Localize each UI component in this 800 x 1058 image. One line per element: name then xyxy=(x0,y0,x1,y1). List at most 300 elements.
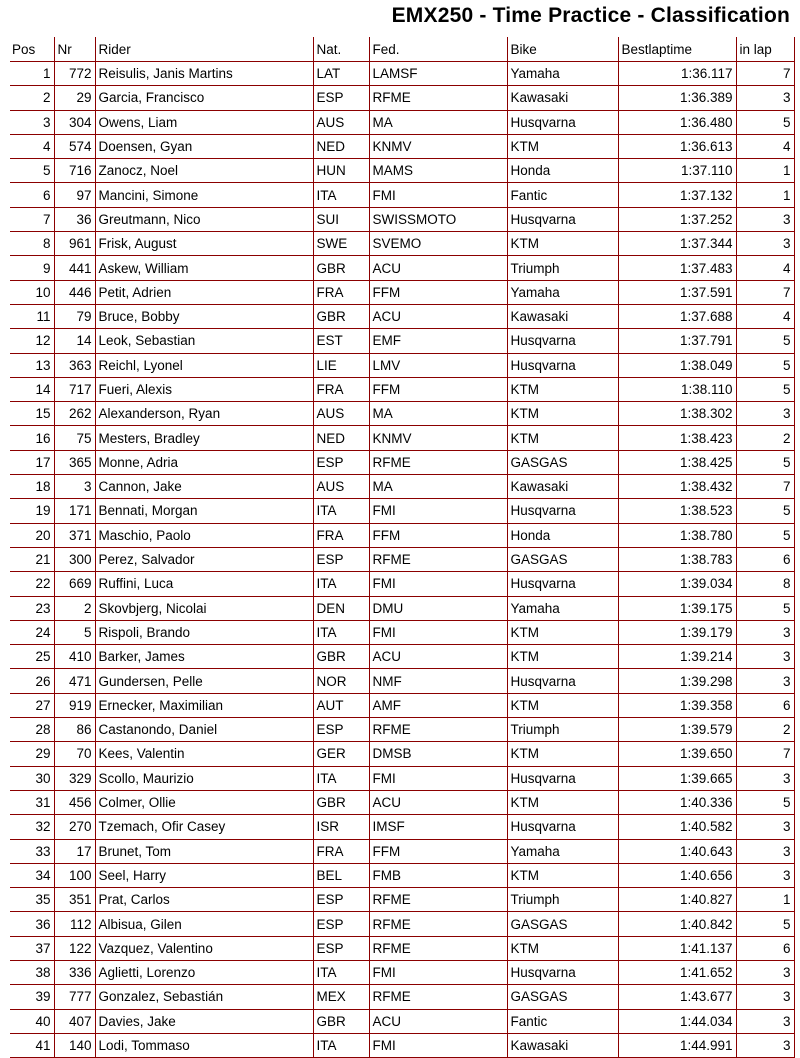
cell-rider: Monne, Adria xyxy=(95,450,313,474)
table-row xyxy=(10,815,794,839)
cell-in-lap: 7 xyxy=(736,475,794,499)
cell-rider: Aglietti, Lorenzo xyxy=(95,960,313,984)
table-row xyxy=(10,232,794,256)
cell-bestlaptime: 1:36.117 xyxy=(618,62,736,86)
cell-fed: RFME xyxy=(369,912,507,936)
cell-pos: 21 xyxy=(10,547,54,571)
table-row xyxy=(10,912,794,936)
cell-nat: GBR xyxy=(313,304,369,328)
cell-rider: Maschio, Paolo xyxy=(95,523,313,547)
cell-in-lap: 3 xyxy=(736,645,794,669)
cell-in-lap: 5 xyxy=(736,329,794,353)
cell-nat: NOR xyxy=(313,669,369,693)
cell-pos: 14 xyxy=(10,377,54,401)
cell-bike: Yamaha xyxy=(507,839,618,863)
cell-pos: 24 xyxy=(10,620,54,644)
cell-rider: Ruffini, Luca xyxy=(95,572,313,596)
cell-pos: 11 xyxy=(10,304,54,328)
cell-nat: AUS xyxy=(313,110,369,134)
cell-nr: 304 xyxy=(54,110,95,134)
cell-in-lap: 4 xyxy=(736,256,794,280)
cell-in-lap: 7 xyxy=(736,742,794,766)
cell-fed: FMI xyxy=(369,620,507,644)
cell-pos: 3 xyxy=(10,110,54,134)
table-row xyxy=(10,523,794,547)
cell-pos: 32 xyxy=(10,815,54,839)
cell-pos: 26 xyxy=(10,669,54,693)
cell-rider: Kees, Valentin xyxy=(95,742,313,766)
cell-rider: Colmer, Ollie xyxy=(95,790,313,814)
cell-bike: Yamaha xyxy=(507,280,618,304)
cell-bike: KTM xyxy=(507,645,618,669)
cell-bike: Kawasaki xyxy=(507,304,618,328)
table-row xyxy=(10,960,794,984)
cell-rider: Gundersen, Pelle xyxy=(95,669,313,693)
cell-bestlaptime: 1:44.991 xyxy=(618,1033,736,1057)
cell-rider: Ernecker, Maximilian xyxy=(95,693,313,717)
cell-nat: ITA xyxy=(313,183,369,207)
cell-bestlaptime: 1:38.302 xyxy=(618,402,736,426)
cell-in-lap: 2 xyxy=(736,426,794,450)
cell-rider: Bennati, Morgan xyxy=(95,499,313,523)
cell-bestlaptime: 1:40.827 xyxy=(618,888,736,912)
cell-nr: 171 xyxy=(54,499,95,523)
cell-bestlaptime: 1:40.643 xyxy=(618,839,736,863)
cell-pos: 13 xyxy=(10,353,54,377)
cell-bestlaptime: 1:37.344 xyxy=(618,232,736,256)
cell-rider: Owens, Liam xyxy=(95,110,313,134)
cell-nr: 5 xyxy=(54,620,95,644)
cell-nat: ESP xyxy=(313,718,369,742)
cell-nr: 363 xyxy=(54,353,95,377)
cell-in-lap: 3 xyxy=(736,839,794,863)
cell-nr: 410 xyxy=(54,645,95,669)
table-row xyxy=(10,620,794,644)
cell-pos: 38 xyxy=(10,960,54,984)
cell-fed: KNMV xyxy=(369,134,507,158)
table-row xyxy=(10,450,794,474)
cell-fed: RFME xyxy=(369,985,507,1009)
cell-pos: 33 xyxy=(10,839,54,863)
cell-pos: 40 xyxy=(10,1009,54,1033)
cell-rider: Prat, Carlos xyxy=(95,888,313,912)
cell-nat: LIE xyxy=(313,353,369,377)
cell-fed: RFME xyxy=(369,86,507,110)
cell-pos: 41 xyxy=(10,1033,54,1057)
cell-fed: RFME xyxy=(369,547,507,571)
cell-fed: FFM xyxy=(369,523,507,547)
cell-bike: KTM xyxy=(507,863,618,887)
cell-pos: 34 xyxy=(10,863,54,887)
cell-nat: GBR xyxy=(313,256,369,280)
cell-fed: DMU xyxy=(369,596,507,620)
table-row xyxy=(10,134,794,158)
table-row xyxy=(10,62,794,86)
cell-fed: FMI xyxy=(369,572,507,596)
cell-nat: FRA xyxy=(313,523,369,547)
cell-pos: 22 xyxy=(10,572,54,596)
cell-nr: 100 xyxy=(54,863,95,887)
column-header-bestlaptime: Bestlaptime xyxy=(618,37,736,62)
cell-nat: AUT xyxy=(313,693,369,717)
table-row xyxy=(10,863,794,887)
cell-pos: 27 xyxy=(10,693,54,717)
cell-fed: IMSF xyxy=(369,815,507,839)
cell-pos: 9 xyxy=(10,256,54,280)
cell-nr: 2 xyxy=(54,596,95,620)
cell-pos: 29 xyxy=(10,742,54,766)
cell-nat: HUN xyxy=(313,159,369,183)
cell-bike: Triumph xyxy=(507,888,618,912)
cell-bestlaptime: 1:36.613 xyxy=(618,134,736,158)
table-row xyxy=(10,936,794,960)
cell-bike: Kawasaki xyxy=(507,1033,618,1057)
cell-bike: KTM xyxy=(507,693,618,717)
cell-in-lap: 5 xyxy=(736,596,794,620)
cell-bike: Husqvarna xyxy=(507,572,618,596)
table-row xyxy=(10,547,794,571)
cell-bike: KTM xyxy=(507,790,618,814)
column-header-fed: Fed. xyxy=(369,37,507,62)
cell-in-lap: 5 xyxy=(736,523,794,547)
table-row xyxy=(10,159,794,183)
cell-nat: GBR xyxy=(313,1009,369,1033)
table-row xyxy=(10,304,794,328)
cell-in-lap: 3 xyxy=(736,815,794,839)
cell-bike: KTM xyxy=(507,426,618,450)
cell-in-lap: 3 xyxy=(736,1033,794,1057)
column-header-rider: Rider xyxy=(95,37,313,62)
table-row xyxy=(10,475,794,499)
cell-in-lap: 1 xyxy=(736,159,794,183)
cell-bike: Yamaha xyxy=(507,596,618,620)
cell-in-lap: 3 xyxy=(736,985,794,1009)
cell-pos: 19 xyxy=(10,499,54,523)
cell-rider: Perez, Salvador xyxy=(95,547,313,571)
table-row xyxy=(10,669,794,693)
table-row xyxy=(10,596,794,620)
cell-bike: Fantic xyxy=(507,1009,618,1033)
column-header-pos: Pos xyxy=(10,37,54,62)
cell-pos: 6 xyxy=(10,183,54,207)
table-row xyxy=(10,742,794,766)
table-row xyxy=(10,207,794,231)
cell-in-lap: 3 xyxy=(736,620,794,644)
cell-in-lap: 3 xyxy=(736,960,794,984)
cell-bestlaptime: 1:39.214 xyxy=(618,645,736,669)
cell-bestlaptime: 1:37.110 xyxy=(618,159,736,183)
cell-bike: Husqvarna xyxy=(507,110,618,134)
cell-bestlaptime: 1:38.049 xyxy=(618,353,736,377)
cell-bestlaptime: 1:38.432 xyxy=(618,475,736,499)
cell-pos: 23 xyxy=(10,596,54,620)
cell-pos: 10 xyxy=(10,280,54,304)
cell-nat: DEN xyxy=(313,596,369,620)
cell-fed: KNMV xyxy=(369,426,507,450)
cell-fed: FFM xyxy=(369,839,507,863)
cell-nr: 961 xyxy=(54,232,95,256)
cell-bestlaptime: 1:37.132 xyxy=(618,183,736,207)
cell-bike: Honda xyxy=(507,159,618,183)
cell-nr: 262 xyxy=(54,402,95,426)
cell-rider: Skovbjerg, Nicolai xyxy=(95,596,313,620)
cell-bestlaptime: 1:36.480 xyxy=(618,110,736,134)
cell-in-lap: 4 xyxy=(736,304,794,328)
cell-pos: 1 xyxy=(10,62,54,86)
cell-nr: 446 xyxy=(54,280,95,304)
cell-nat: ISR xyxy=(313,815,369,839)
cell-pos: 5 xyxy=(10,159,54,183)
cell-fed: FMI xyxy=(369,183,507,207)
table-row xyxy=(10,402,794,426)
cell-bestlaptime: 1:36.389 xyxy=(618,86,736,110)
cell-rider: Reichl, Lyonel xyxy=(95,353,313,377)
cell-nr: 140 xyxy=(54,1033,95,1057)
cell-nat: FRA xyxy=(313,839,369,863)
cell-nat: ITA xyxy=(313,766,369,790)
cell-bike: Husqvarna xyxy=(507,353,618,377)
cell-fed: SWISSMOTO xyxy=(369,207,507,231)
cell-nr: 716 xyxy=(54,159,95,183)
cell-nat: GBR xyxy=(313,790,369,814)
cell-bestlaptime: 1:41.652 xyxy=(618,960,736,984)
cell-in-lap: 3 xyxy=(736,863,794,887)
cell-pos: 15 xyxy=(10,402,54,426)
cell-pos: 28 xyxy=(10,718,54,742)
table-row xyxy=(10,693,794,717)
cell-fed: ACU xyxy=(369,304,507,328)
cell-bestlaptime: 1:39.179 xyxy=(618,620,736,644)
cell-in-lap: 5 xyxy=(736,110,794,134)
cell-in-lap: 3 xyxy=(736,207,794,231)
cell-nat: NED xyxy=(313,426,369,450)
cell-in-lap: 3 xyxy=(736,669,794,693)
cell-in-lap: 5 xyxy=(736,790,794,814)
cell-fed: MA xyxy=(369,475,507,499)
cell-nat: ITA xyxy=(313,620,369,644)
cell-nr: 300 xyxy=(54,547,95,571)
cell-bestlaptime: 1:39.665 xyxy=(618,766,736,790)
cell-nr: 777 xyxy=(54,985,95,1009)
table-row xyxy=(10,280,794,304)
cell-rider: Zanocz, Noel xyxy=(95,159,313,183)
cell-rider: Scollo, Maurizio xyxy=(95,766,313,790)
table-row xyxy=(10,329,794,353)
table-header-row xyxy=(10,37,794,62)
cell-in-lap: 5 xyxy=(736,377,794,401)
cell-bestlaptime: 1:37.252 xyxy=(618,207,736,231)
table-row xyxy=(10,499,794,523)
cell-nr: 365 xyxy=(54,450,95,474)
cell-pos: 7 xyxy=(10,207,54,231)
cell-pos: 20 xyxy=(10,523,54,547)
cell-nat: ITA xyxy=(313,572,369,596)
cell-nat: SWE xyxy=(313,232,369,256)
cell-nr: 919 xyxy=(54,693,95,717)
cell-nat: ESP xyxy=(313,912,369,936)
cell-nr: 36 xyxy=(54,207,95,231)
cell-bike: KTM xyxy=(507,134,618,158)
cell-bike: Kawasaki xyxy=(507,475,618,499)
table-row xyxy=(10,256,794,280)
cell-in-lap: 2 xyxy=(736,718,794,742)
cell-in-lap: 3 xyxy=(736,232,794,256)
cell-bike: KTM xyxy=(507,936,618,960)
cell-nat: SUI xyxy=(313,207,369,231)
cell-nr: 351 xyxy=(54,888,95,912)
cell-nat: ESP xyxy=(313,888,369,912)
cell-bike: Yamaha xyxy=(507,62,618,86)
cell-nr: 3 xyxy=(54,475,95,499)
cell-bestlaptime: 1:39.358 xyxy=(618,693,736,717)
cell-nr: 407 xyxy=(54,1009,95,1033)
table-row xyxy=(10,110,794,134)
cell-pos: 16 xyxy=(10,426,54,450)
cell-rider: Mesters, Bradley xyxy=(95,426,313,450)
cell-rider: Garcia, Francisco xyxy=(95,86,313,110)
cell-pos: 31 xyxy=(10,790,54,814)
table-row xyxy=(10,766,794,790)
cell-fed: ACU xyxy=(369,790,507,814)
cell-bike: KTM xyxy=(507,742,618,766)
cell-rider: Reisulis, Janis Martins xyxy=(95,62,313,86)
cell-rider: Leok, Sebastian xyxy=(95,329,313,353)
cell-rider: Askew, William xyxy=(95,256,313,280)
cell-pos: 4 xyxy=(10,134,54,158)
page-title: EMX250 - Time Practice - Classification xyxy=(391,4,790,27)
cell-bike: Honda xyxy=(507,523,618,547)
cell-nr: 17 xyxy=(54,839,95,863)
cell-in-lap: 5 xyxy=(736,912,794,936)
cell-rider: Brunet, Tom xyxy=(95,839,313,863)
cell-fed: ACU xyxy=(369,1009,507,1033)
cell-fed: ACU xyxy=(369,256,507,280)
table-row xyxy=(10,572,794,596)
cell-in-lap: 5 xyxy=(736,450,794,474)
table-row xyxy=(10,888,794,912)
cell-pos: 36 xyxy=(10,912,54,936)
cell-pos: 8 xyxy=(10,232,54,256)
cell-nr: 122 xyxy=(54,936,95,960)
cell-in-lap: 3 xyxy=(736,402,794,426)
cell-bestlaptime: 1:39.034 xyxy=(618,572,736,596)
cell-bike: Triumph xyxy=(507,256,618,280)
cell-pos: 35 xyxy=(10,888,54,912)
cell-bestlaptime: 1:40.842 xyxy=(618,912,736,936)
cell-nat: AUS xyxy=(313,475,369,499)
cell-pos: 18 xyxy=(10,475,54,499)
cell-rider: Davies, Jake xyxy=(95,1009,313,1033)
cell-in-lap: 5 xyxy=(736,499,794,523)
cell-fed: AMF xyxy=(369,693,507,717)
cell-nat: GER xyxy=(313,742,369,766)
cell-bestlaptime: 1:39.175 xyxy=(618,596,736,620)
table-row xyxy=(10,985,794,1009)
cell-nr: 112 xyxy=(54,912,95,936)
cell-fed: RFME xyxy=(369,450,507,474)
table-row xyxy=(10,839,794,863)
cell-nr: 75 xyxy=(54,426,95,450)
cell-bestlaptime: 1:40.582 xyxy=(618,815,736,839)
cell-in-lap: 3 xyxy=(736,766,794,790)
cell-nat: ESP xyxy=(313,936,369,960)
column-header-bike: Bike xyxy=(507,37,618,62)
cell-in-lap: 3 xyxy=(736,1009,794,1033)
cell-pos: 12 xyxy=(10,329,54,353)
table-row xyxy=(10,718,794,742)
cell-bike: KTM xyxy=(507,402,618,426)
column-header-nr: Nr xyxy=(54,37,95,62)
cell-fed: FMB xyxy=(369,863,507,887)
cell-nat: ESP xyxy=(313,86,369,110)
cell-bike: Husqvarna xyxy=(507,815,618,839)
cell-fed: FFM xyxy=(369,280,507,304)
cell-rider: Fueri, Alexis xyxy=(95,377,313,401)
cell-pos: 30 xyxy=(10,766,54,790)
cell-nat: AUS xyxy=(313,402,369,426)
cell-fed: DMSB xyxy=(369,742,507,766)
cell-rider: Gonzalez, Sebastián xyxy=(95,985,313,1009)
table-row xyxy=(10,790,794,814)
cell-nat: LAT xyxy=(313,62,369,86)
cell-rider: Mancini, Simone xyxy=(95,183,313,207)
cell-nat: GBR xyxy=(313,645,369,669)
cell-pos: 17 xyxy=(10,450,54,474)
cell-nat: ITA xyxy=(313,960,369,984)
cell-in-lap: 6 xyxy=(736,936,794,960)
cell-nr: 717 xyxy=(54,377,95,401)
cell-fed: SVEMO xyxy=(369,232,507,256)
cell-nat: EST xyxy=(313,329,369,353)
cell-nr: 29 xyxy=(54,86,95,110)
cell-fed: FMI xyxy=(369,1033,507,1057)
cell-bestlaptime: 1:39.298 xyxy=(618,669,736,693)
cell-nr: 669 xyxy=(54,572,95,596)
cell-nat: BEL xyxy=(313,863,369,887)
cell-fed: LMV xyxy=(369,353,507,377)
cell-fed: LAMSF xyxy=(369,62,507,86)
cell-nr: 772 xyxy=(54,62,95,86)
cell-bike: Husqvarna xyxy=(507,499,618,523)
cell-bike: Kawasaki xyxy=(507,86,618,110)
cell-bestlaptime: 1:37.591 xyxy=(618,280,736,304)
cell-nat: FRA xyxy=(313,377,369,401)
cell-bike: Triumph xyxy=(507,718,618,742)
cell-in-lap: 7 xyxy=(736,280,794,304)
cell-nr: 471 xyxy=(54,669,95,693)
cell-fed: FMI xyxy=(369,960,507,984)
table-row xyxy=(10,426,794,450)
cell-nat: MEX xyxy=(313,985,369,1009)
cell-rider: Greutmann, Nico xyxy=(95,207,313,231)
cell-bike: Husqvarna xyxy=(507,207,618,231)
table-row xyxy=(10,1009,794,1033)
cell-in-lap: 6 xyxy=(736,547,794,571)
cell-nr: 14 xyxy=(54,329,95,353)
cell-in-lap: 1 xyxy=(736,183,794,207)
cell-bike: Husqvarna xyxy=(507,329,618,353)
cell-nr: 86 xyxy=(54,718,95,742)
cell-fed: RFME xyxy=(369,936,507,960)
cell-in-lap: 1 xyxy=(736,888,794,912)
cell-rider: Albisua, Gilen xyxy=(95,912,313,936)
cell-rider: Rispoli, Brando xyxy=(95,620,313,644)
cell-nr: 70 xyxy=(54,742,95,766)
cell-nat: ESP xyxy=(313,547,369,571)
cell-fed: MA xyxy=(369,402,507,426)
cell-pos: 2 xyxy=(10,86,54,110)
cell-bike: Husqvarna xyxy=(507,669,618,693)
